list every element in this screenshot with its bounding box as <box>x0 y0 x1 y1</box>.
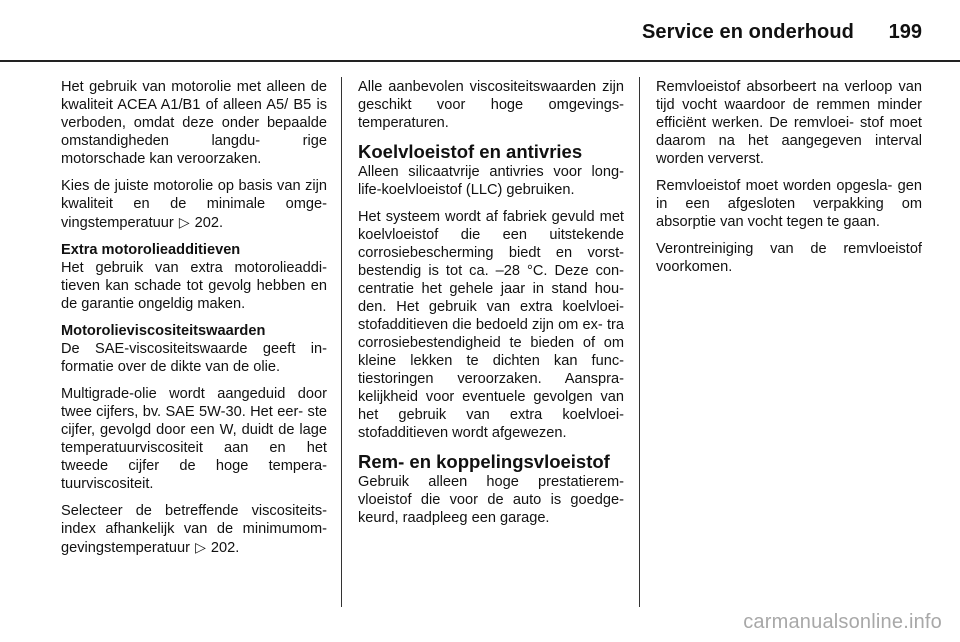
column-2 <box>358 78 624 536</box>
paragraph: Verontreiniging van de remvloeistof voorkomen. <box>656 241 922 275</box>
paragraph: Remvloeistof absorbeert na verloop van tijd vocht waardoor de remmen minder efficiënt werken. De remvloei- stof moet daarom na het aangegeven interval worden ververst. <box>656 79 922 167</box>
section-heading: Koelvloeistof en antivries <box>358 141 583 162</box>
column-divider-1 <box>341 77 342 607</box>
page-number: 199 <box>888 21 922 43</box>
column-1 <box>61 78 327 566</box>
paragraph: Het gebruik van extra motorolieaddi- tieven kan schade tot gevolg hebben en de garantie ongeldig maken. <box>61 260 327 312</box>
page-title: Service en onderhoud <box>641 21 854 43</box>
page-reference-arrow-icon: ▷ <box>178 214 190 230</box>
paragraph: Het systeem wordt af fabriek gevuld met koelvloeistof die een uitstekende corrosiebescherming biedt en vorst- bestendig is tot ca. –28 °C. Deze con- centratie het gehele jaar in stand hou- den. Het gebruik van extra koelvloei- stofadditieven die bedoeld zijn om ex- tra corrosiebestendigheid te bieden of om kleine lekken te dichten kan func- tiestoringen veroorzaken. Aanspra- kelijkheid voor eventuele gevolgen van het gebruik van extra koelvloei- stofadditieven wordt afgewezen. <box>358 209 624 441</box>
paragraph: De SAE-viscositeitswaarde geeft in- formatie over de dikte van de olie. <box>61 341 327 375</box>
paragraph: Gebruik alleen hoge prestatierem- vloeistof die voor de auto is goedge- keurd, raadpleeg een garage. <box>358 474 624 526</box>
page-reference: 202. <box>194 215 224 231</box>
paragraph: Remvloeistof moet worden opgesla- gen in een afgesloten verpakking om absorptie van vocht tegen te gaan. <box>656 178 922 230</box>
header-divider <box>0 60 960 62</box>
column-divider-2 <box>639 77 640 607</box>
section-heading: Rem- en koppelingsvloeistof <box>358 451 610 472</box>
paragraph: Selecteer de betreffende viscositeits- index afhankelijk van de minimumom- gevingstemperatuur ▷ 202. <box>61 503 327 556</box>
paragraph: Alle aanbevolen viscositeitswaarden zijn geschikt voor hoge omgevings- temperaturen. <box>358 79 624 131</box>
paragraph: Multigrade-olie wordt aangeduid door twee cijfers, bv. SAE 5W-30. Het eer- ste cijfer, gevolgd door een W, duidt de lage temperatuurviscositeit aan en het tweede cijfer de hoge tempera- tuurviscositeit. <box>61 386 327 492</box>
page-reference: 202. <box>210 540 240 556</box>
watermark: carmanualsonline.info <box>743 611 942 633</box>
subheading: Extra motorolieadditieven <box>61 242 241 258</box>
page-reference-arrow-icon: ▷ <box>195 539 206 555</box>
paragraph: Alleen silicaatvrije antivries voor long- life-koelvloeistof (LLC) gebruiken. <box>358 164 624 198</box>
paragraph: Het gebruik van motorolie met alleen de kwaliteit ACEA A1/B1 of alleen A5/ B5 is verboden, omdat deze onder bepaalde omstandigheden langdu- rige motorschade kan veroorzaken. <box>61 79 327 167</box>
paragraph: Kies de juiste motorolie op basis van zijn kwaliteit en de minimale omge- vingstemperatuur ▷ 202. <box>61 178 327 231</box>
subheading: Motorolieviscositeitswaarden <box>61 323 266 339</box>
column-3 <box>656 78 922 285</box>
